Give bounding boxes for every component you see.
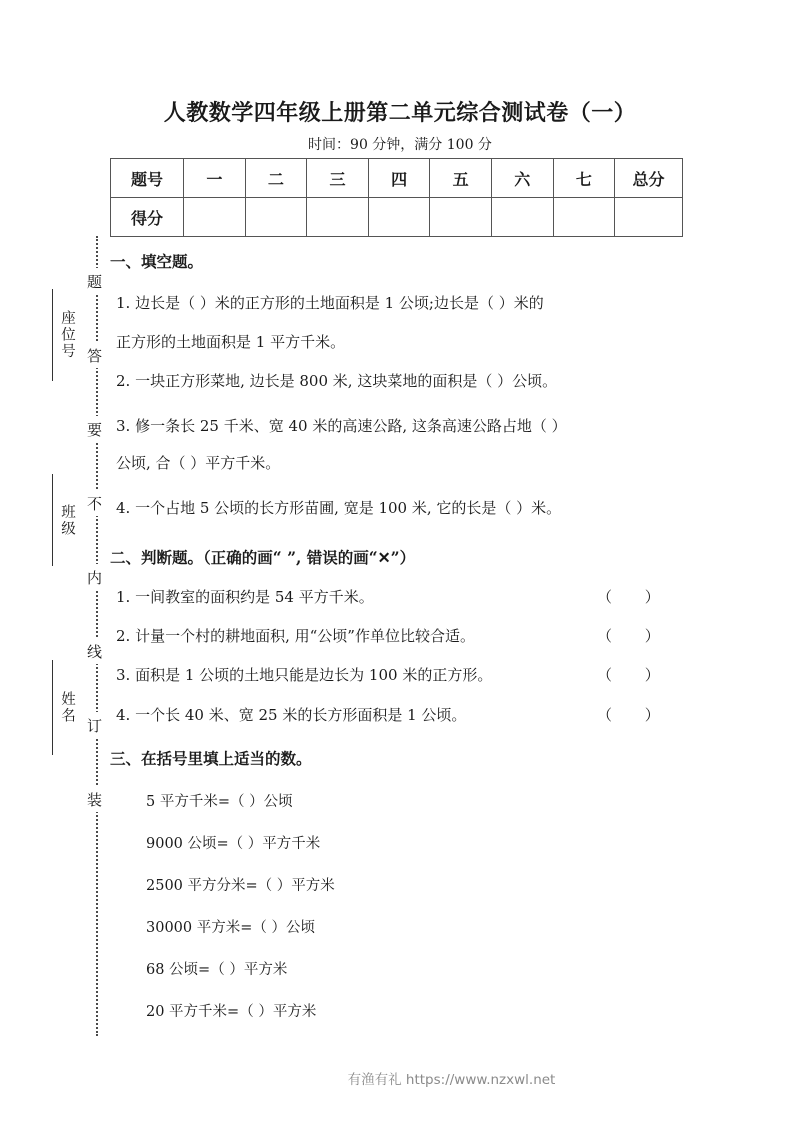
section3-item-1: 5 平方千米=（ ）公顷 [146, 794, 293, 810]
section1-question-2: 2. 一块正方形菜地, 边长是 800 米, 这块菜地的面积是（ ）公顷。 [116, 372, 558, 390]
section3-item-5: 68 公顷=（ ）平方米 [146, 962, 288, 978]
seal-line-column [86, 236, 108, 1036]
col-header-7: 七 [553, 159, 615, 198]
seal-char-1: 答 [86, 342, 107, 368]
seat-number-writing-line [52, 289, 53, 381]
section2-question-1: 1. 一间教室的面积约是 54 平方千米。 [116, 588, 374, 606]
section-heading-unit-conversion: 三、在括号里填上适当的数。 [110, 749, 312, 768]
seat-number-label: 座位号 [59, 310, 75, 360]
seal-char-3: 不 [86, 490, 107, 516]
section3-item-6: 20 平方千米=（ ）平方米 [146, 1004, 317, 1020]
page-title: 人教数学四年级上册第二单元综合测试卷（一） [163, 100, 637, 126]
table-row-question-numbers [111, 159, 683, 198]
section1-question-4: 4. 一个占地 5 公顷的长方形苗圃, 宽是 100 米, 它的长是（ ）米。 [116, 499, 562, 517]
col-header-6: 六 [491, 159, 553, 198]
col-header-1: 一 [184, 159, 246, 198]
class-field [44, 435, 78, 605]
score-cell-6[interactable] [491, 198, 553, 237]
section2-question-4: 4. 一个长 40 米、宽 25 米的长方形面积是 1 公顷。 [116, 706, 467, 724]
score-table [110, 158, 683, 237]
section3-item-3: 2500 平方分米=（ ）平方米 [146, 878, 335, 894]
left-margin-strip [0, 0, 110, 1122]
class-label: 班级 [59, 503, 75, 537]
score-cell-7[interactable] [553, 198, 615, 237]
score-cell-4[interactable] [368, 198, 430, 237]
section2-question-2: 2. 计量一个村的耕地面积, 用“公顷”作单位比较合适。 [116, 627, 475, 645]
score-cell-3[interactable] [307, 198, 369, 237]
row-label-question-number: 题号 [111, 159, 184, 198]
col-header-5: 五 [430, 159, 492, 198]
score-cell-total[interactable] [615, 198, 683, 237]
section1-question-3-line-1: 3. 修一条长 25 千米、宽 40 米的高速公路, 这条高速公路占地（ ） [116, 417, 567, 435]
seal-char-5: 线 [86, 638, 107, 664]
section1-question-3-line-2: 公顷, 合（ ）平方千米。 [116, 454, 281, 472]
table-row-scores [111, 198, 683, 237]
col-header-3: 三 [307, 159, 369, 198]
col-header-2: 二 [245, 159, 307, 198]
score-cell-5[interactable] [430, 198, 492, 237]
section2-answer-blank-2[interactable]: （ ） [597, 627, 674, 645]
footer-watermark: 有渔有礼 https://www.nzxwl.net [347, 1072, 556, 1088]
exam-meta-subtitle: 时间：90 分钟，满分 100 分 [308, 137, 492, 153]
section3-item-2: 9000 公顷=（ ）平方千米 [146, 836, 321, 852]
student-name-label: 姓名 [59, 691, 75, 724]
section-heading-fill-in-blanks: 一、填空题。 [110, 252, 204, 271]
col-header-total: 总分 [615, 159, 683, 198]
col-header-4: 四 [368, 159, 430, 198]
student-name-writing-line [52, 660, 53, 755]
section2-answer-blank-4[interactable]: （ ） [597, 706, 674, 724]
seal-char-6: 订 [86, 712, 107, 738]
exam-sheet [110, 0, 793, 1122]
seat-number-field [44, 250, 78, 420]
score-cell-1[interactable] [184, 198, 246, 237]
section3-item-4: 30000 平方米=（ ）公顷 [146, 920, 315, 936]
seal-char-0: 题 [86, 268, 107, 294]
section2-answer-blank-3[interactable]: （ ） [597, 666, 674, 684]
student-name-field [44, 620, 78, 795]
seal-char-7: 装 [86, 786, 107, 812]
section1-question-1-line-2: 正方形的土地面积是 1 平方千米。 [116, 333, 346, 351]
seal-char-2: 要 [86, 416, 107, 442]
seal-char-4: 内 [86, 564, 107, 590]
section2-answer-blank-1[interactable]: （ ） [597, 588, 674, 606]
section-heading-true-false: 二、判断题。（正确的画“ ”, 错误的画“✕”） [110, 548, 416, 567]
section2-question-3: 3. 面积是 1 公顷的土地只能是边长为 100 米的正方形。 [116, 666, 493, 684]
student-info-column [44, 250, 78, 810]
class-writing-line [52, 474, 53, 566]
score-cell-2[interactable] [245, 198, 307, 237]
section1-question-1-line-1: 1. 边长是（ ）米的正方形的土地面积是 1 公顷;边长是（ ）米的 [116, 294, 544, 312]
row-label-score: 得分 [111, 198, 184, 237]
